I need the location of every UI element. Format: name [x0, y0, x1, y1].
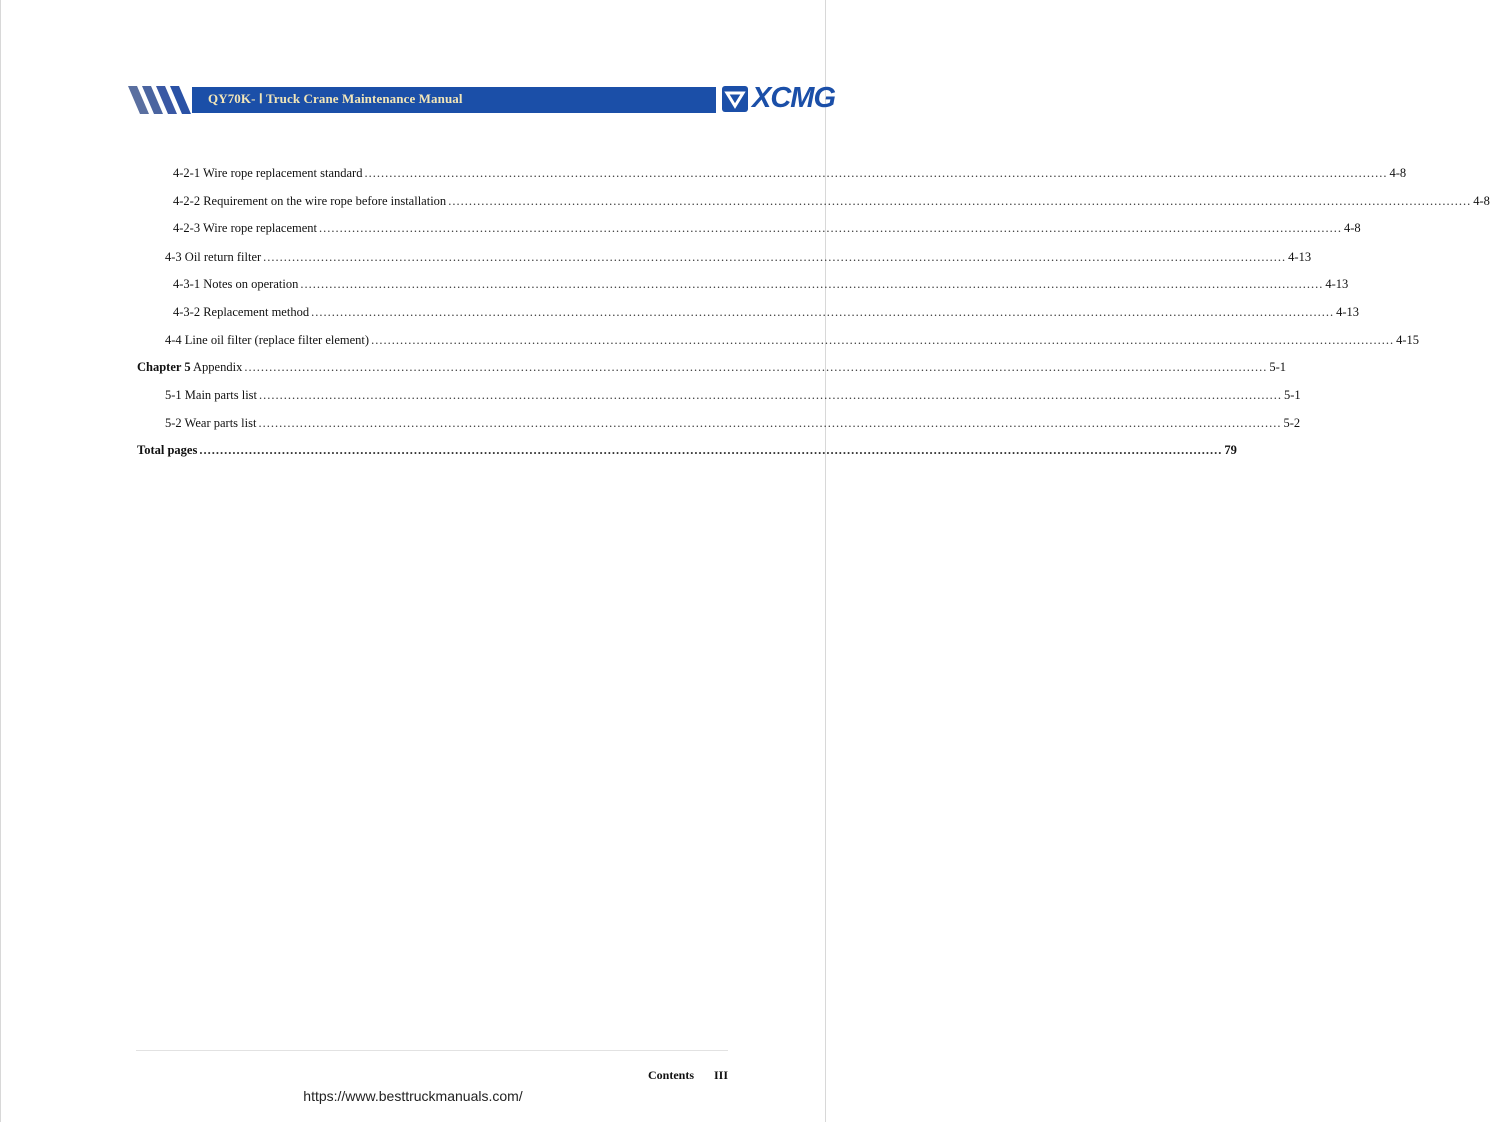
footer-divider — [136, 1050, 728, 1051]
toc-entry-label: 4-2-3 Wire rope replacement — [173, 221, 317, 235]
toc-entry-label: 4-3-2 Replacement method — [173, 305, 310, 319]
toc-entry-page: 4-13 — [1325, 277, 1349, 291]
chapter-title: Appendix — [190, 360, 243, 374]
toc-leader-dots — [259, 386, 1282, 404]
toc-entry-page: 5-1 — [1284, 388, 1301, 402]
toc-leader-dots — [311, 303, 1334, 321]
toc-entry[interactable] — [173, 192, 1490, 210]
stripes-decoration — [128, 86, 198, 114]
toc-entry[interactable] — [165, 414, 1301, 432]
toc-entry[interactable] — [173, 303, 1359, 321]
chapter-label: Chapter 5 — [137, 360, 191, 374]
toc-entry-label — [137, 358, 242, 376]
toc-leader-dots — [364, 164, 1387, 182]
toc-entry-page: 4-15 — [1396, 333, 1419, 347]
toc-leader-dots — [319, 219, 1342, 237]
toc-entry[interactable] — [165, 386, 1301, 404]
page-edge — [0, 0, 1, 1122]
total-pages-label: Total pages — [137, 443, 198, 457]
page-header — [128, 82, 835, 114]
toc-entry[interactable] — [173, 219, 1361, 237]
toc-entry-page: 5-2 — [1283, 416, 1301, 430]
toc-entry-label: 4-3 Oil return filter — [165, 250, 262, 264]
footer-page-number: III — [714, 1068, 729, 1082]
toc-leader-dots — [448, 192, 1471, 210]
toc-entry-page: 4-8 — [1473, 194, 1490, 208]
toc-entry-page: 5-1 — [1269, 360, 1286, 374]
toc-entry[interactable] — [165, 331, 1419, 349]
toc-entry-page: 4-8 — [1389, 166, 1407, 180]
toc-entry-page: 4-8 — [1344, 221, 1361, 235]
toc-leader-dots — [300, 275, 1323, 293]
footer-section-label: Contents — [648, 1068, 695, 1082]
toc-entry-label: 5-1 Main parts list — [165, 388, 258, 402]
toc-entry-label: 4-2-1 Wire rope replacement standard — [173, 166, 363, 180]
footer-url-link[interactable]: https://www.besttruckmanuals.com/ — [303, 1088, 523, 1104]
toc-entry-label: 4-4 Line oil filter (replace filter element) — [165, 333, 370, 347]
toc-leader-dots — [199, 441, 1222, 459]
toc-entry[interactable] — [173, 164, 1407, 182]
toc-entry-label: 5-2 Wear parts list — [165, 416, 257, 430]
toc-chapter-entry[interactable] — [137, 358, 1286, 376]
xcmg-logo — [722, 82, 856, 114]
toc-entry[interactable] — [165, 248, 1312, 266]
toc-entry-label: 4-3-1 Notes on operation — [173, 277, 299, 291]
toc-entry[interactable] — [173, 275, 1349, 293]
toc-entry-page: 4-13 — [1336, 305, 1359, 319]
toc-leader-dots — [244, 358, 1267, 376]
logo-badge-icon — [722, 86, 748, 112]
manual-title: QY70K- Ⅰ Truck Crane Maintenance Manual — [208, 91, 463, 106]
toc-total-pages — [137, 441, 1237, 459]
logo-text: XCMG — [752, 82, 835, 114]
toc-leader-dots — [258, 414, 1281, 432]
toc-leader-dots — [263, 248, 1286, 266]
toc-entry-label: 4-2-2 Requirement on the wire rope before installation — [173, 194, 447, 208]
toc-entry-page: 4-13 — [1288, 250, 1312, 264]
total-pages-value: 79 — [1224, 443, 1237, 457]
toc-leader-dots — [371, 331, 1394, 349]
